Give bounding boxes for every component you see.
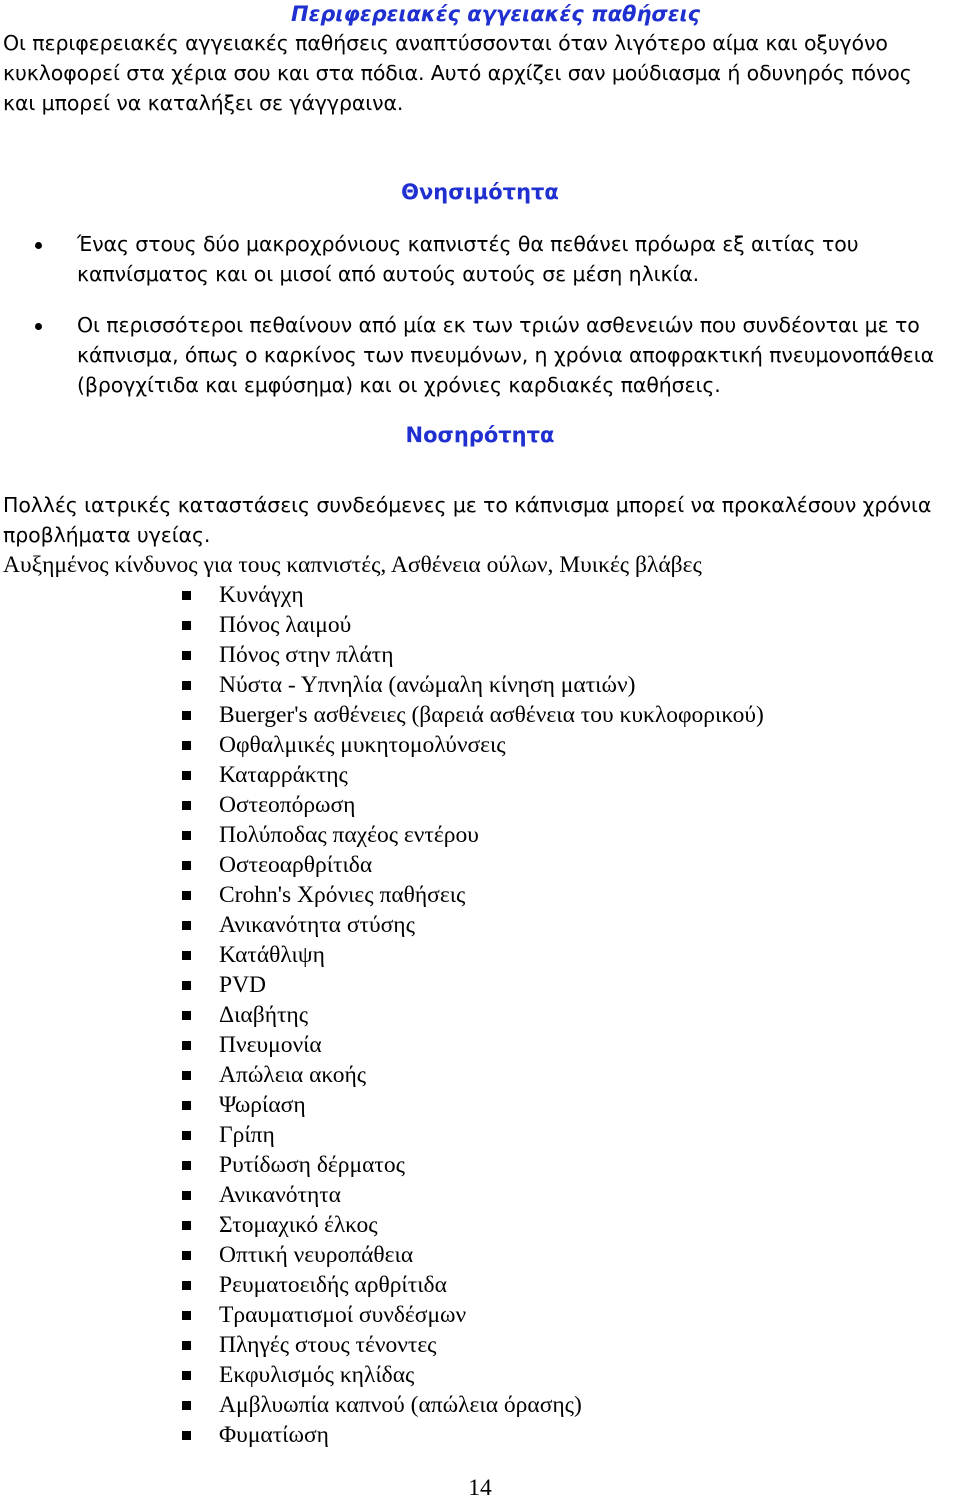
bullet-dot-icon — [35, 242, 42, 249]
paragraph-line: και μπορεί να καταλήξει σε γάγγραινα. — [3, 91, 404, 115]
square-bullet-icon — [182, 1041, 191, 1050]
square-bullet-icon — [182, 951, 191, 960]
list-item — [0, 820, 960, 850]
list-item — [0, 1210, 960, 1240]
list-item — [0, 640, 960, 670]
list-item-label: Αμβλυωπία καπνού (απώλεια όρασης) — [219, 1392, 582, 1418]
list-item-label: Ψωρίαση — [219, 1092, 306, 1118]
list-item-label: Απώλεια ακοής — [219, 1062, 367, 1088]
list-item — [0, 1030, 960, 1060]
square-bullet-icon — [182, 621, 191, 630]
paragraph-line: Πολλές ιατρικές καταστάσεις συνδεόμενες με το κάπνισμα μπορεί να προκαλέσουν χρόνια — [3, 493, 932, 517]
list-item — [0, 970, 960, 1000]
square-bullet-icon — [182, 861, 191, 870]
bullet-line: (βρογχίτιδα και εμφύσημα) και οι χρόνιες καρδιακές παθήσεις. — [77, 373, 721, 397]
paragraph-line: Οι περιφερειακές αγγειακές παθήσεις αναπτύσσονται όταν λιγότερο αίμα και οξυγόνο — [3, 31, 888, 55]
square-bullet-icon — [182, 1281, 191, 1290]
list-item — [0, 1300, 960, 1330]
list-item-label: Οστεοπόρωση — [219, 792, 356, 818]
list-item-label: Ανικανότητα στύσης — [219, 912, 415, 938]
square-bullet-icon — [182, 591, 191, 600]
page-number: 14 — [468, 1475, 492, 1501]
square-bullet-icon — [182, 1071, 191, 1080]
list-item-label: Οστεοαρθρίτιδα — [219, 852, 373, 878]
list-item — [0, 1420, 960, 1450]
square-bullet-icon — [182, 741, 191, 750]
bullet-dot-icon — [35, 323, 42, 330]
list-item — [0, 1150, 960, 1180]
square-bullet-icon — [182, 1251, 191, 1260]
square-bullet-icon — [182, 1401, 191, 1410]
list-item — [0, 1120, 960, 1150]
list-item-label: Νύστα - Υπνηλία (ανώμαλη κίνηση ματιών) — [219, 672, 636, 698]
list-item-label: Κατάθλιψη — [219, 942, 325, 968]
list-item-label: PVD — [219, 972, 267, 998]
square-bullet-icon — [182, 831, 191, 840]
list-item-label: Οπτική νευροπάθεια — [219, 1242, 414, 1268]
square-bullet-icon — [182, 771, 191, 780]
square-bullet-icon — [182, 981, 191, 990]
list-item — [0, 1360, 960, 1390]
square-bullet-icon — [182, 1131, 191, 1140]
list-item-label: Καταρράκτης — [219, 762, 348, 788]
square-bullet-icon — [182, 1221, 191, 1230]
risk-list — [0, 580, 960, 1450]
square-bullet-icon — [182, 681, 191, 690]
square-bullet-icon — [182, 1311, 191, 1320]
list-item — [0, 1270, 960, 1300]
list-item-label: Εκφυλισμός κηλίδας — [219, 1362, 415, 1388]
section-title-peripheral-vascular: Περιφερειακές αγγειακές παθήσεις — [291, 2, 701, 26]
list-item-label: Κυνάγχη — [219, 582, 304, 608]
bullet-line: Οι περισσότεροι πεθαίνουν από μία εκ των τριών ασθενειών που συνδέονται με το — [77, 313, 920, 337]
square-bullet-icon — [182, 1341, 191, 1350]
square-bullet-icon — [182, 1431, 191, 1440]
list-item — [0, 580, 960, 610]
list-item-label: Πολύποδας παχέος εντέρου — [219, 822, 479, 848]
list-item — [0, 670, 960, 700]
list-item — [0, 1390, 960, 1420]
list-item-label: Πληγές στους τένοντες — [219, 1332, 437, 1358]
square-bullet-icon — [182, 1371, 191, 1380]
list-item — [0, 1090, 960, 1120]
list-item — [0, 1240, 960, 1270]
section-title-mortality: Θνησιμότητα — [401, 180, 559, 204]
paragraph-line: προβλήματα υγείας. — [3, 523, 211, 547]
square-bullet-icon — [182, 1011, 191, 1020]
list-item-label: Γρίπη — [219, 1122, 275, 1148]
square-bullet-icon — [182, 711, 191, 720]
square-bullet-icon — [182, 1101, 191, 1110]
list-item — [0, 760, 960, 790]
square-bullet-icon — [182, 1161, 191, 1170]
square-bullet-icon — [182, 801, 191, 810]
list-item — [0, 610, 960, 640]
list-item — [0, 1000, 960, 1030]
list-item — [0, 730, 960, 760]
list-item-label: Πόνος λαιμού — [219, 612, 352, 638]
square-bullet-icon — [182, 891, 191, 900]
paragraph-line: κυκλοφορεί στα χέρια σου και στα πόδια. Αυτό αρχίζει σαν μούδιασμα ή οδυνηρός πόνος — [3, 61, 912, 85]
square-bullet-icon — [182, 921, 191, 930]
list-item — [0, 790, 960, 820]
risk-intro: Αυξημένος κίνδυνος για τους καπνιστές, Ασθένεια ούλων, Μυικές βλάβες — [3, 552, 702, 578]
square-bullet-icon — [182, 651, 191, 660]
list-item-label: Στομαχικό έλκος — [219, 1212, 378, 1238]
list-item — [0, 700, 960, 730]
list-item-label: Ρευματοειδής αρθρίτιδα — [219, 1272, 447, 1298]
list-item-label: Οφθαλμικές μυκητομολύνσεις — [219, 732, 506, 758]
list-item-label: Ρυτίδωση δέρματος — [219, 1152, 405, 1178]
list-item-label: Buerger's ασθένειες (βαρειά ασθένεια του κυκλοφορικού) — [219, 702, 764, 728]
list-item-label: Crohn's Χρόνιες παθήσεις — [219, 882, 466, 908]
list-item — [0, 1330, 960, 1360]
list-item-label: Πνευμονία — [219, 1032, 322, 1058]
list-item-label: Τραυματισμοί συνδέσμων — [219, 1302, 467, 1328]
bullet-line: καπνίσματος και οι μισοί από αυτούς αυτούς σε μέση ηλικία. — [77, 262, 700, 286]
list-item — [0, 1180, 960, 1210]
list-item-label: Φυματίωση — [219, 1422, 329, 1448]
list-item — [0, 850, 960, 880]
bullet-line: κάπνισμα, όπως ο καρκίνος των πνευμόνων, η χρόνια αποφρακτική πνευμονοπάθεια — [77, 343, 934, 367]
section-title-morbidity: Νοσηρότητα — [405, 423, 555, 447]
list-item-label: Ανικανότητα — [219, 1182, 341, 1208]
list-item — [0, 910, 960, 940]
list-item — [0, 940, 960, 970]
list-item-label: Διαβήτης — [219, 1002, 309, 1028]
square-bullet-icon — [182, 1191, 191, 1200]
list-item-label: Πόνος στην πλάτη — [219, 642, 394, 668]
bullet-line: Ένας στους δύο μακροχρόνιους καπνιστές θα πεθάνει πρόωρα εξ αιτίας του — [77, 232, 859, 256]
list-item — [0, 1060, 960, 1090]
list-item — [0, 880, 960, 910]
